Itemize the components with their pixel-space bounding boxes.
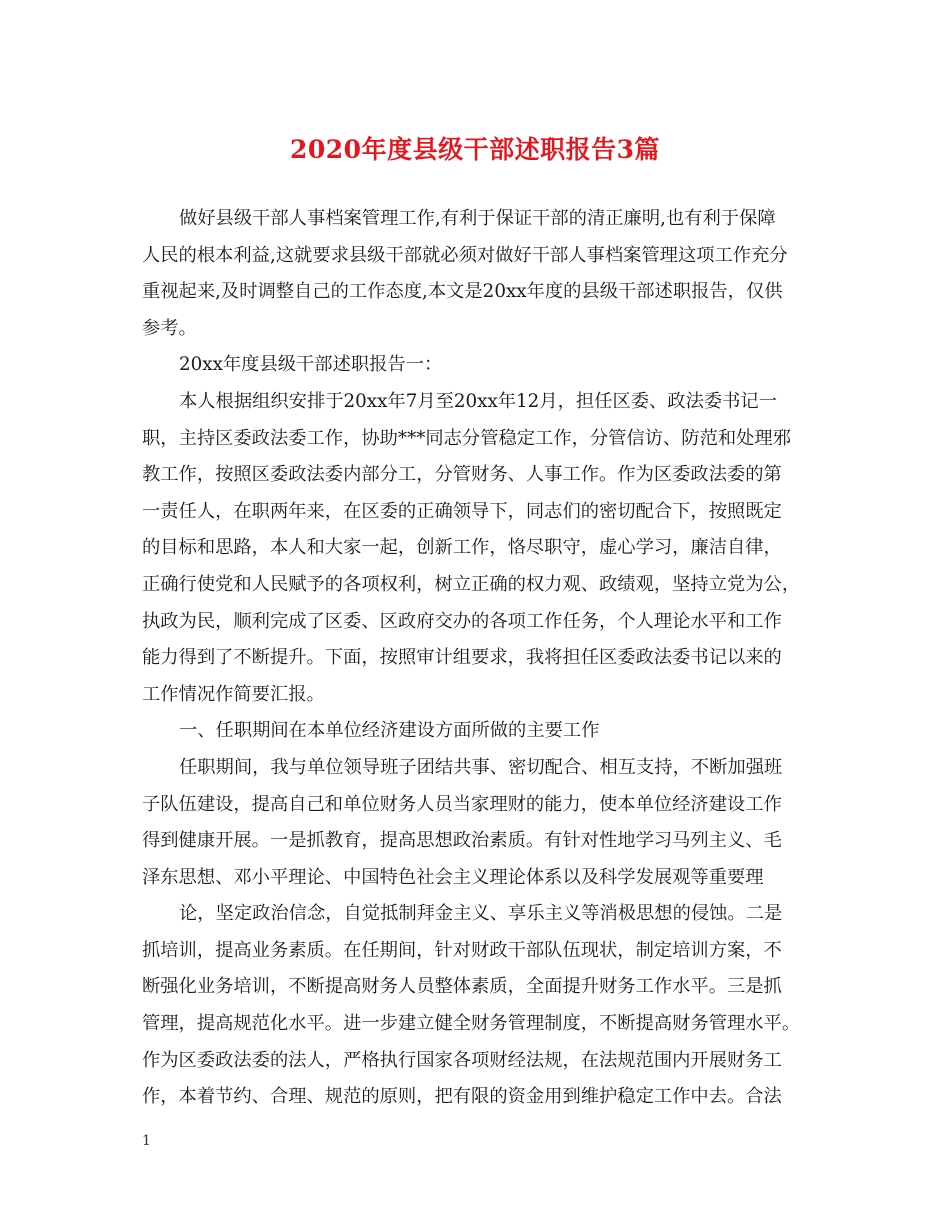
text-line: 任职期间，我与单位领导班子团结共事、密切配合、相互支持，不断加强班 [179,756,783,778]
document-body [142,201,818,1116]
text-line: 子队伍建设，提高自己和单位财务人员当家理财的能力，使本单位经济建设工作 [142,793,782,815]
text-line: 人民的根本利益,这就要求县级干部就必须对做好干部人事档案管理这项工作充分 [142,244,788,266]
text-line: 重视起来,及时调整自己的工作态度,本文是20xx年度的县级干部述职报告，仅供 [142,281,783,303]
text-line: 20xx年度县级干部述职报告一： [179,354,443,376]
text-line: 管理，提高规范化水平。进一步建立健全财务管理制度，不断提高财务管理水平。 [142,1013,801,1035]
text-line: 能力得到了不断提升。下面，按照审计组要求，我将担任区委政法委书记以来的 [142,647,782,669]
text-line: 工作情况作简要汇报。 [142,683,325,705]
text-line: 职，主持区委政法委工作，协助***同志分管稳定工作，分管信访、防范和处理邪 [142,427,791,449]
text-line: 的目标和思路，本人和大家一起，创新工作，恪尽职守，虚心学习，廉洁自律， [142,537,782,559]
text-line: 论，坚定政治信念，自觉抵制拜金主义、享乐主义等消极思想的侵蚀。二是 [179,903,783,925]
text-line: 参考。 [142,317,197,339]
text-line: 教工作，按照区委政法委内部分工，分管财务、人事工作。作为区委政法委的第 [142,464,782,486]
text-line: 作，本着节约、合理、规范的原则，把有限的资金用到维护稳定工作中去。合法 [142,1086,782,1108]
text-line: 一责任人，在职两年来，在区委的正确领导下，同志们的密切配合下，按照既定 [142,500,782,522]
document-title: 2020年度县级干部述职报告3篇 [290,135,660,164]
text-line: 正确行使党和人民赋予的各项权利，树立正确的权力观、政绩观，坚持立党为公， [142,573,801,595]
text-line: 做好县级干部人事档案管理工作,有利于保证干部的清正廉明,也有利于保障 [179,208,776,229]
text-line: 作为区委政法委的法人，严格执行国家各项财经法规，在法规范围内开展财务工 [142,1049,782,1071]
text-line: 断强化业务培训，不断提高财务人员整体素质，全面提升财务工作水平。三是抓 [142,976,782,998]
text-line: 泽东思想、邓小平理论、中国特色社会主义理论体系以及科学发展观等重要理 [142,866,764,888]
text-line: 得到健康开展。一是抓教育，提高思想政治素质。有针对性地学习马列主义、毛 [142,830,782,852]
text-line: 执政为民，顺利完成了区委、区政府交办的各项工作任务，个人理论水平和工作 [142,610,782,632]
text-line: 本人根据组织安排于20xx年7月至20xx年12月，担任区委、政法委书记一 [179,390,777,412]
page-number: 1 [142,1133,151,1149]
text-line: 抓培训，提高业务素质。在任期间，针对财政干部队伍现状，制定培训方案，不 [142,939,782,961]
text-line: 一、任职期间在本单位经济建设方面所做的主要工作 [179,720,600,742]
